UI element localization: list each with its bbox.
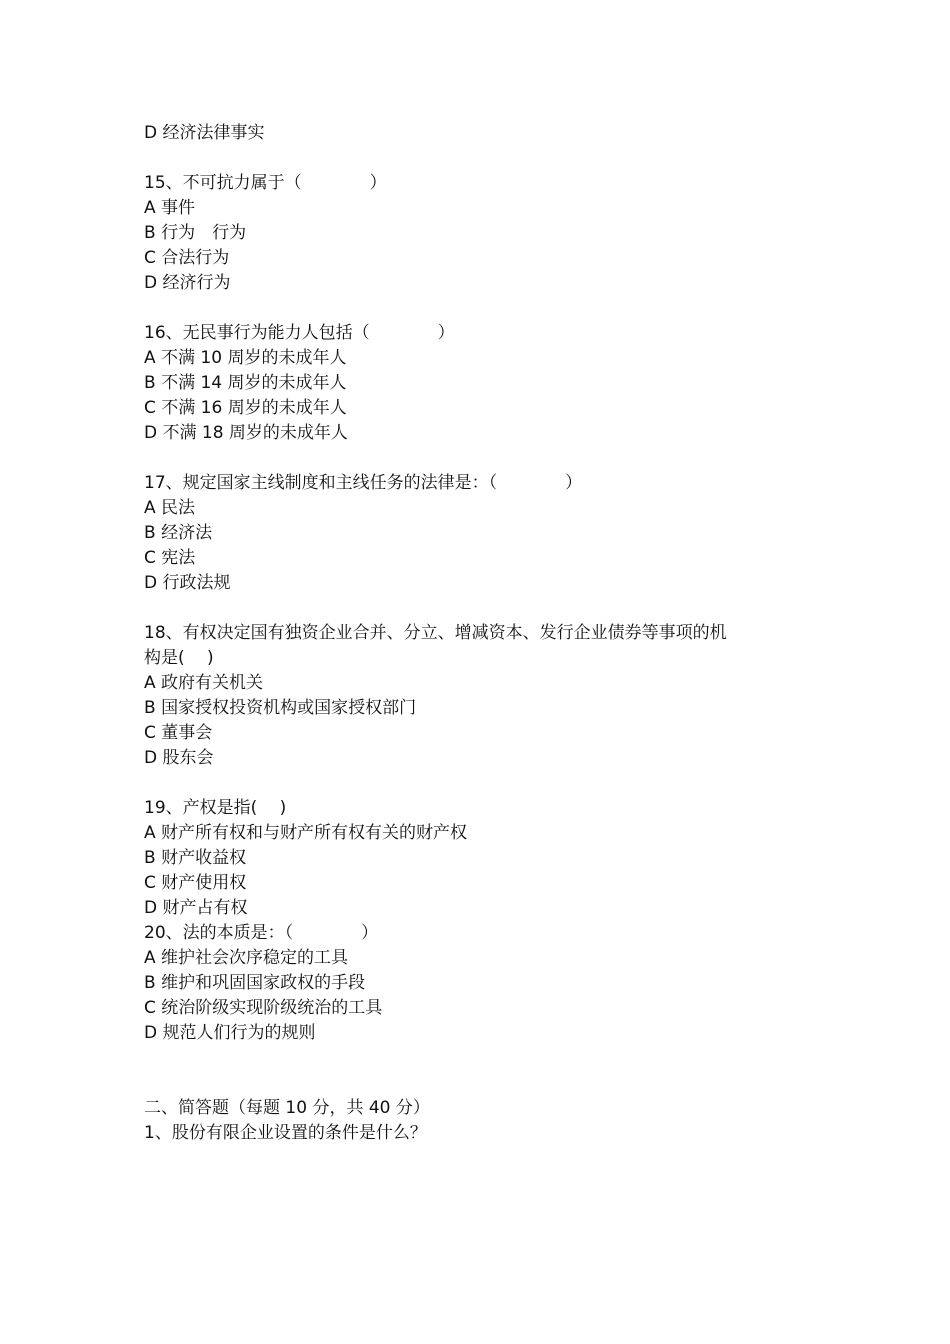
option-a-q16: A 不满 10 周岁的未成年人	[144, 348, 347, 368]
document-page	[144, 121, 824, 1146]
option-a-q15: A 事件	[144, 198, 196, 218]
spacer	[144, 296, 824, 321]
spacer	[144, 1046, 824, 1096]
option-c-q17: C 宪法	[144, 548, 196, 568]
option-c-q16: C 不满 16 周岁的未成年人	[144, 398, 347, 418]
question-18-line-1: 18、有权决定国有独资企业合并、分立、增减资本、发行企业债券等事项的机	[144, 623, 727, 643]
option-b-q16: B 不满 14 周岁的未成年人	[144, 373, 347, 393]
option-c-q19: C 财产使用权	[144, 873, 247, 893]
option-a-q19: A 财产所有权和与财产所有权有关的财产权	[144, 823, 468, 843]
option-c-q20: C 统治阶级实现阶级统治的工具	[144, 998, 383, 1018]
question-19: 19、产权是指( )	[144, 798, 287, 818]
option-b-q19: B 财产收益权	[144, 848, 247, 868]
question-16: 16、无民事行为能力人包括（ ）	[144, 323, 455, 343]
option-d-q15: D 经济行为	[144, 273, 231, 293]
option-d-q17: D 行政法规	[144, 573, 231, 593]
option-c-q15: C 合法行为	[144, 248, 230, 268]
question-20: 20、法的本质是：（ ）	[144, 923, 379, 943]
option-c-q18: C 董事会	[144, 723, 213, 743]
option-b-q20: B 维护和巩固国家政权的手段	[144, 973, 366, 993]
option-d-q14: D 经济法律事实	[144, 123, 265, 143]
short-answer-question-1: 1、股份有限企业设置的条件是什么？	[144, 1123, 427, 1143]
question-18-line-2: 构是( )	[144, 648, 214, 668]
spacer	[144, 596, 824, 621]
option-d-q20: D 规范人们行为的规则	[144, 1023, 316, 1043]
option-d-q18: D 股东会	[144, 748, 214, 768]
option-d-q16: D 不满 18 周岁的未成年人	[144, 423, 348, 443]
spacer	[144, 146, 824, 171]
option-b-q17: B 经济法	[144, 523, 213, 543]
question-15: 15、不可抗力属于（ ）	[144, 173, 387, 193]
option-b-q18: B 国家授权投资机构或国家授权部门	[144, 698, 417, 718]
option-a-q17: A 民法	[144, 498, 196, 518]
question-17: 17、规定国家主线制度和主线任务的法律是：（ ）	[144, 473, 583, 493]
spacer	[144, 771, 824, 796]
section-2-heading: 二、简答题（每题 10 分，共 40 分）	[144, 1098, 430, 1118]
spacer	[144, 446, 824, 471]
option-a-q18: A 政府有关机关	[144, 673, 264, 693]
option-a-q20: A 维护社会次序稳定的工具	[144, 948, 349, 968]
option-d-q19: D 财产占有权	[144, 898, 248, 918]
option-b-q15: B 行为 行为	[144, 223, 247, 243]
